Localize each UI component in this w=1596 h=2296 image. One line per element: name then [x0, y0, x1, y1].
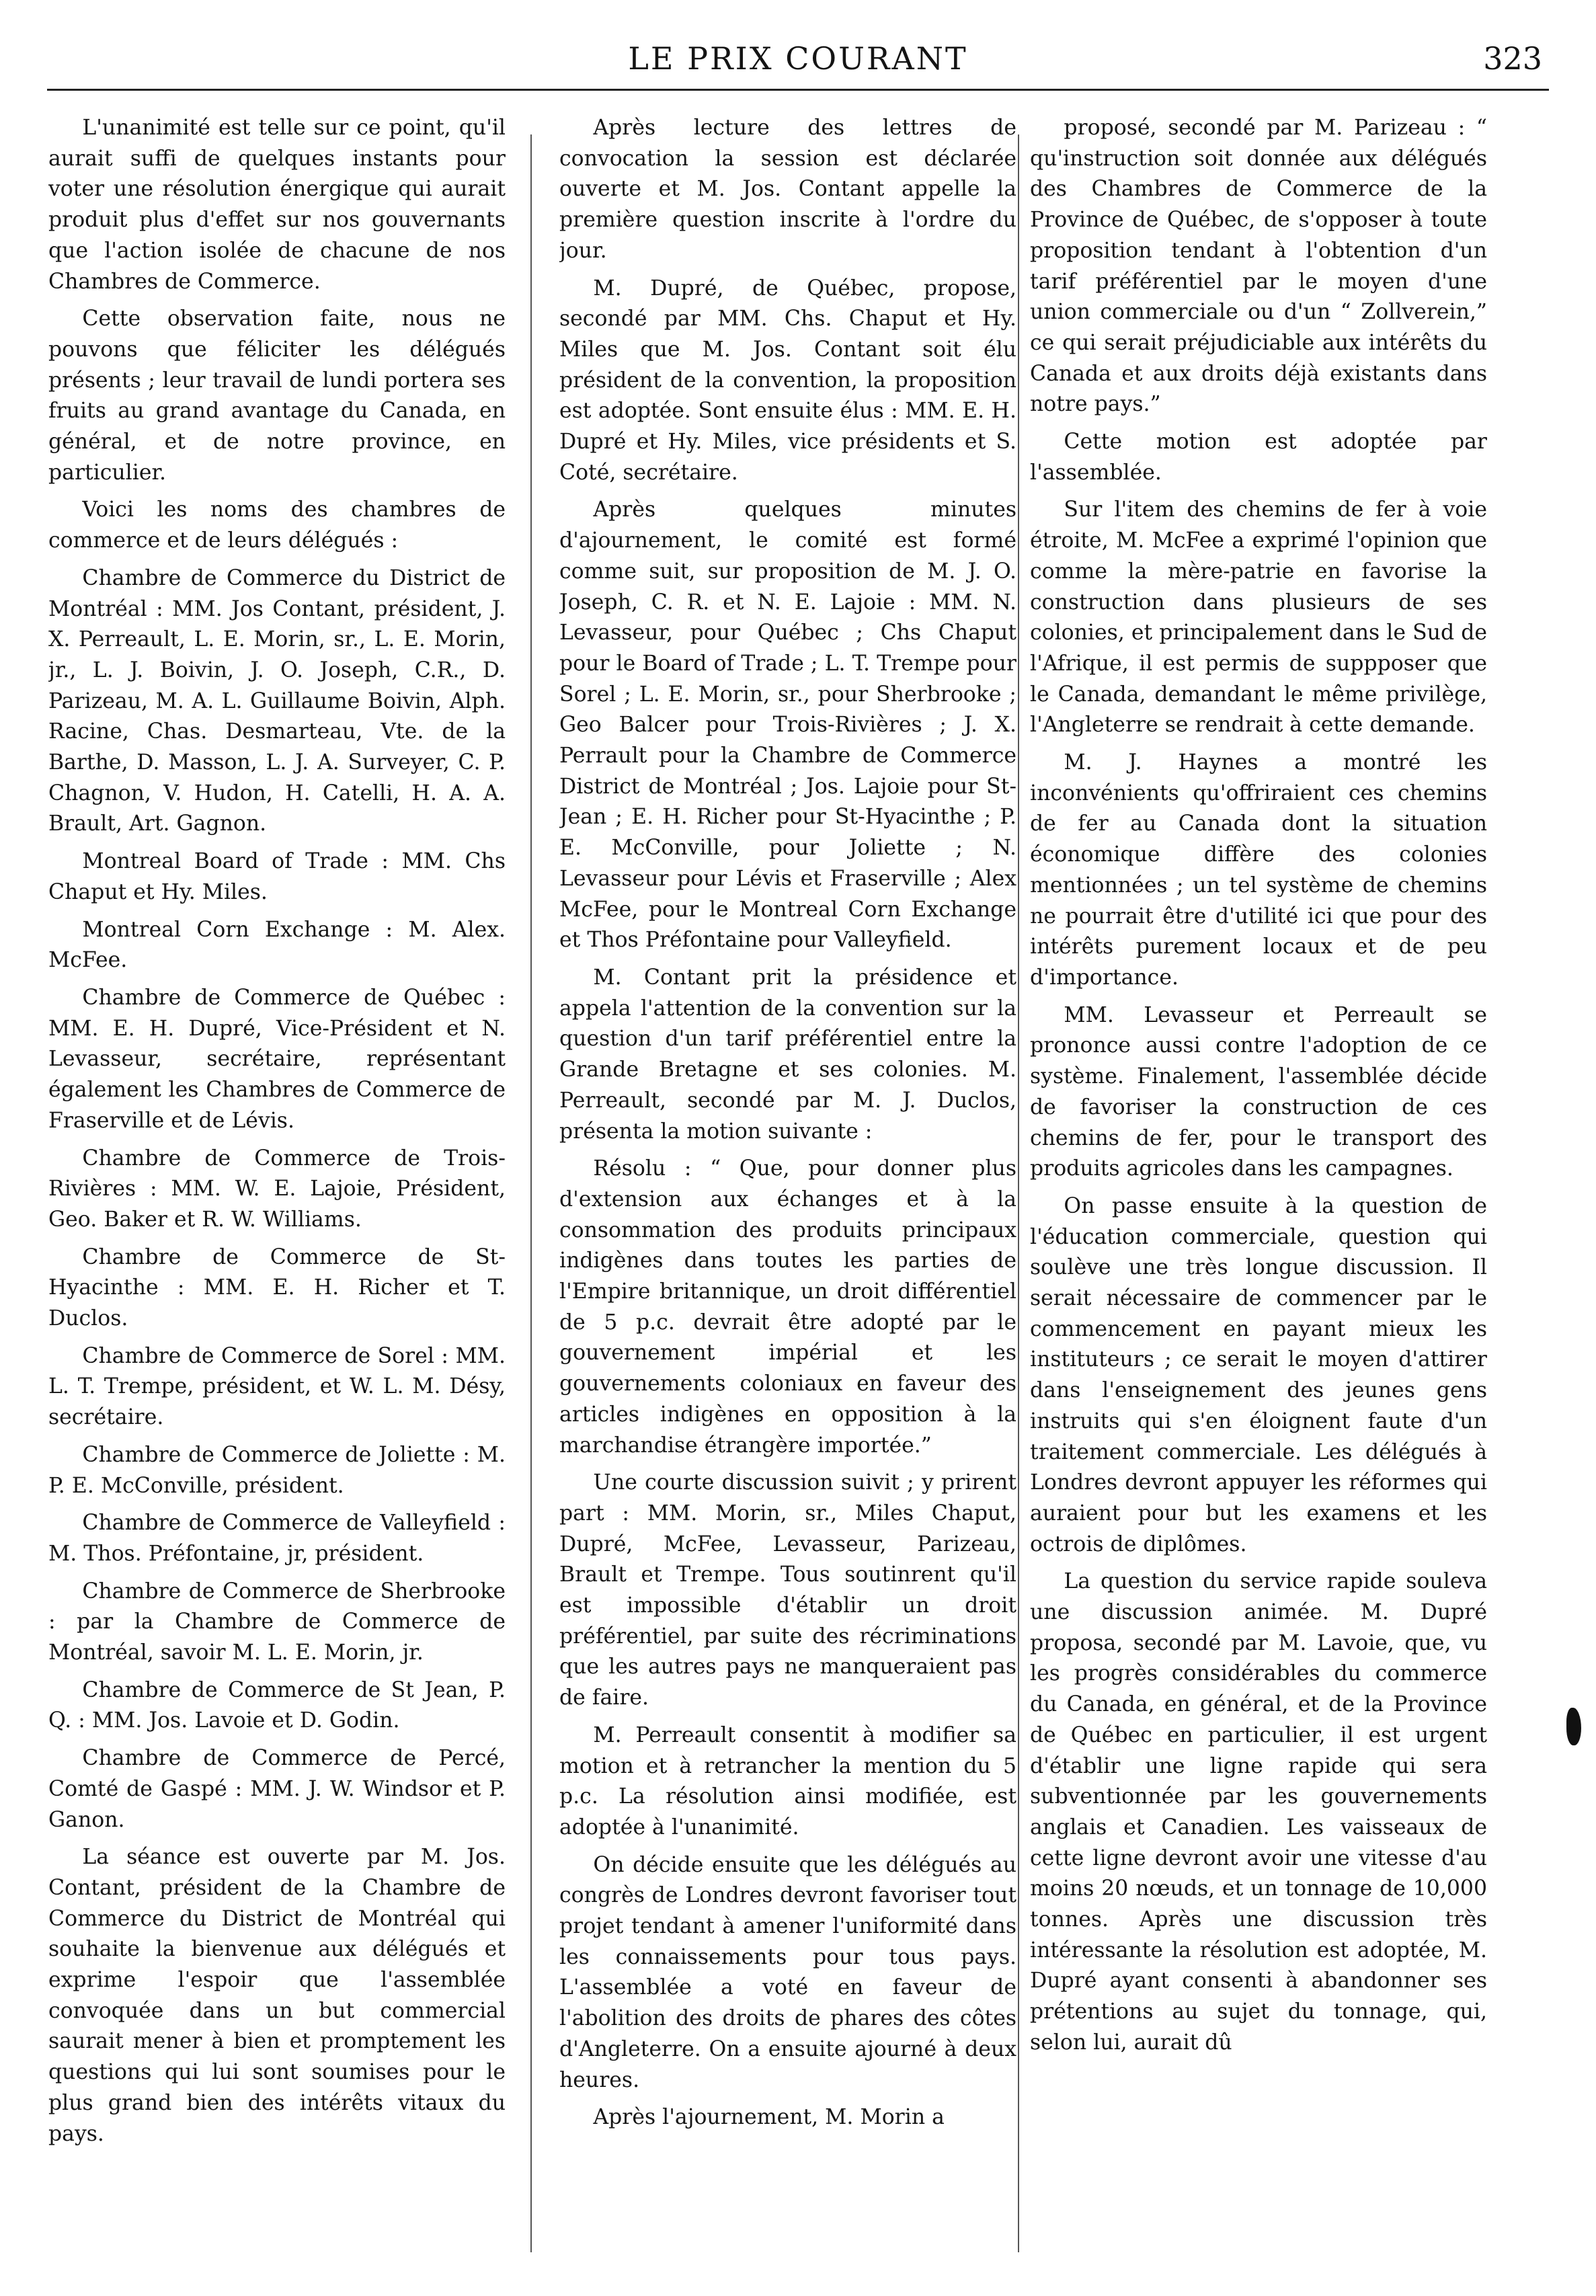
paragraph: M. Dupré, de Québec, propose, secondé par MM. Chs. Chaput et Hy. Miles que M. Jos. Contant soit élu président de la convention, la proposition est adoptée. Sont ensuite élus : MM. E. H. Dupré et Hy. Miles, vice présidents et S. Coté, secrétaire.: [559, 276, 1016, 485]
paragraph: Chambre de Commerce de Québec : MM. E. H. Dupré, Vice-Président et N. Levasseur, secrétaire, représentant également les Chambres de Commerce de Fraserville et de Lévis.: [48, 985, 506, 1133]
header-rule: [47, 89, 1549, 91]
paragraph: M. Perreault consentit à modifier sa motion et à retrancher la mention du 5 p.c. La résolution ainsi modifiée, est adoptée à l'unanimité.: [559, 1723, 1016, 1839]
paragraph: Chambre de Commerce de Joliette : M. P. E. McConville, président.: [48, 1442, 506, 1498]
text-column-1: [48, 113, 506, 2258]
paragraph: L'unanimité est telle sur ce point, qu'il aurait suffi de quelques instants pour voter une résolution énergique qui aurait produit plus d'effet sur nos gouvernants que l'action isolée de chacune de nos Chambres de Commerce.: [48, 116, 506, 294]
paragraph: On décide ensuite que les délégués au congrès de Londres devront favoriser tout projet tendant à amener l'uniformité dans les connaissements pour tous pays. L'assemblée a voté en faveur de l'abolition des droits de phares des côtes d'Angleterre. On a ensuite ajourné à deux heures.: [559, 1852, 1016, 2092]
paragraph: Après l'ajournement, M. Morin a: [593, 2105, 945, 2130]
paragraph: Chambre de Commerce de Sorel : MM. L. T. Trempe, président, et W. L. M. Désy, secrétaire.: [48, 1343, 506, 1430]
paragraph: Chambre de Commerce de Valleyfield : M. Thos. Préfontaine, jr, président.: [48, 1511, 506, 1566]
paragraph: Après lecture des lettres de convocation la session est déclarée ouverte et M. Jos. Contant appelle la première question inscrite à l'ordre du jour.: [559, 116, 1016, 263]
paragraph: La question du service rapide souleva une discussion animée. M. Dupré proposa, secondé par M. Lavoie, que, vu les progrès considérables du commerce du Canada, en général, et de la Province de Québec en particulier, il est urgent d'établir une ligne rapide qui sera subventionnée par les gouvernements anglais et Canadien. Les vaisseaux de cette ligne devront avoir une vitesse d'au moins 20 nœuds, et un tonnage de 10,000 tonnes. Après une discussion très intéressante la résolution est adoptée, M. Dupré ayant consenti à abandonner ses prétentions au sujet du tonnage, qui, selon lui, aurait dû: [1030, 1569, 1487, 2055]
column-divider: [1018, 134, 1019, 2252]
paragraph: On passe ensuite à la question de l'éducation commerciale, question qui soulève une très longue discussion. Il serait nécessaire de commencer par le commencement en payant mieux les instituteurs ; ce serait le moyen d'attirer dans l'enseignement des jeunes gens instruits qui s'en éloignent faute d'un traitement commerciale. Les délégués à Londres devront appuyer les réformes qui auraient pour but les examens et les octrois de diplômes.: [1030, 1193, 1487, 1556]
paragraph: Chambre de Commerce de Sherbrooke : par la Chambre de Commerce de Montréal, savoir M. L. E. Morin, jr.: [48, 1579, 506, 1665]
paragraph: Chambre de Commerce de St Jean, P. Q. : MM. Jos. Lavoie et D. Godin.: [48, 1677, 506, 1733]
paragraph: Une courte discussion suivit ; y prirent part : MM. Morin, sr., Miles Chaput, Dupré, McFee, Levasseur, Parizeau, Brault et Trempe. Tous soutinrent qu'il est impossible d'établir un droit préférentiel, par suite des récriminations que les autres pays ne manqueraient pas de faire.: [559, 1470, 1016, 1710]
paragraph: La séance est ouverte par M. Jos. Contant, président de la Chambre de Commerce du District de Montréal qui souhaite la bienvenue aux délégués et exprime l'espoir que l'assemblée convoquée dans un but commercial saurait mener à bien et promptement les questions qui lui sont soumises pour le plus grand bien des intérêts vitaux du pays.: [48, 1845, 506, 2146]
paragraph: Chambre de Commerce de Trois-Rivières : MM. W. E. Lajoie, Président, Geo. Baker et R. W. Williams.: [48, 1146, 506, 1232]
paragraph: M. J. Haynes a montré les inconvénients qu'offriraient ces chemins de fer au Canada dont la situation économique diffère des colonies mentionnées ; un tel système de chemins ne pourrait être d'utilité ici que pour des intérêts purement locaux et de peu d'importance.: [1030, 750, 1487, 990]
text-column-2: [559, 113, 1016, 2258]
page-number: 323: [1483, 40, 1542, 77]
running-title: LE PRIX COURANT: [628, 40, 968, 77]
paragraph: Cette observation faite, nous ne pouvons que féliciter les délégués présents ; leur travail de lundi portera ses fruits au grand avantage du Canada, en général, et de notre province, en particulier.: [48, 307, 506, 485]
paragraph: Montreal Board of Trade : MM. Chs Chaput et Hy. Miles.: [48, 849, 506, 904]
page-header: [0, 40, 1596, 81]
text-column-3: [1030, 113, 1487, 2258]
paragraph: MM. Levasseur et Perreault se prononce aussi contre l'adoption de ce système. Finalement, l'assemblée décide de favoriser la construction de ces chemins de fer, pour le transport des produits agricoles dans les campagnes.: [1030, 1002, 1487, 1181]
paragraph: Après quelques minutes d'ajournement, le comité est formé comme suit, sur proposition de M. J. O. Joseph, C. R. et N. E. Lajoie : MM. N. Levasseur, pour Québec ; Chs Chaput pour le Board of Trade ; L. T. Trempe pour Sorel ; L. E. Morin, sr., pour Sherbrooke ; Geo Balcer pour Trois-Rivières ; J. X. Perrault pour la Chambre de Commerce District de Montréal ; Jos. Lajoie pour St-Jean ; E. H. Richer pour St-Hyacinthe ; P. E. McConville, pour Joliette ; N. Levasseur pour Lévis et Fraserville ; Alex McFee, pour le Montreal Corn Exchange et Thos Préfontaine pour Valleyfield.: [559, 498, 1016, 953]
paragraph: Cette motion est adoptée par l'assemblée.: [1030, 430, 1487, 485]
paragraph: M. Contant prit la présidence et appela l'attention de la convention sur la question d'un tarif préférentiel entre la Grande Bretagne et ses colonies. M. Perreault, secondé par M. J. Duclos, présenta la motion suivante :: [559, 965, 1016, 1144]
paragraph: Sur l'item des chemins de fer à voie étroite, M. McFee a exprimé l'opinion que comme la mère-patrie en favorise la construction dans plusieurs de ses colonies, et principalement dans le Sud de l'Afrique, il est permis de suppposer que le Canada, demandant le même privilège, l'Angleterre se rendrait à cette demande.: [1030, 498, 1487, 738]
column-divider: [530, 134, 532, 2252]
paragraph: Montreal Corn Exchange : M. Alex. McFee.: [48, 917, 506, 973]
margin-ink-mark: [1566, 1708, 1581, 1745]
paragraph: proposé, secondé par M. Parizeau : “ qu'instruction soit donnée aux délégués des Chambres de Commerce de la Province de Québec, de s'opposer à toute proposition tendant à l'obtention d'un tarif préférentiel par le moyen d'une union commerciale ou d'un “ Zollverein,” ce qui serait préjudiciable aux intérêts du Canada et aux droits déjà existants dans notre pays.”: [1030, 116, 1487, 417]
paragraph: Chambre de Commerce de Percé, Comté de Gaspé : MM. J. W. Windsor et P. Ganon.: [48, 1746, 506, 1832]
paragraph: Chambre de Commerce du District de Montréal : MM. Jos Contant, président, J. X. Perreault, L. E. Morin, sr., L. E. Morin, jr., L. J. Boivin, J. O. Joseph, C.R., D. Parizeau, M. A. L. Guillaume Boivin, Alph. Racine, Chas. Desmarteau, Vte. de la Barthe, D. Masson, L. J. A. Surveyer, C. P. Chagnon, V. Hudon, H. Catelli, H. A. A. Brault, Art. Gagnon.: [48, 565, 506, 836]
paragraph: Voici les noms des chambres de commerce et de leurs délégués :: [48, 498, 506, 553]
paragraph: Chambre de Commerce de St-Hyacinthe : MM. E. H. Richer et T. Duclos.: [48, 1244, 506, 1331]
paragraph: Résolu : “ Que, pour donner plus d'extension aux échanges et à la consommation des produits principaux indigènes dans toutes les parties de l'Empire britannique, un droit différentiel de 5 p.c. devrait être adopté par le gouvernement impérial et les gouvernements coloniaux en faveur des articles indigènes en opposition à la marchandise étrangère importée.”: [559, 1156, 1016, 1458]
